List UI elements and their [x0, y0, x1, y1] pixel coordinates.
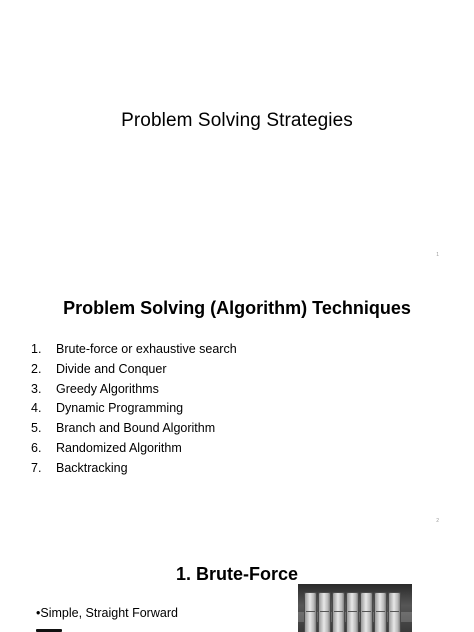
list-item-text: Dynamic Programming [56, 401, 184, 416]
bullet-item: •Simple, Straight Forward [36, 606, 178, 620]
list-item-number: 4. [31, 401, 42, 416]
list-item [31, 399, 237, 419]
list-item [31, 340, 237, 360]
list-item [31, 439, 237, 459]
list-item-text: Randomized Algorithm [56, 440, 182, 455]
list-item [31, 419, 237, 439]
list-item-number: 3. [31, 381, 42, 396]
slide-3 [0, 532, 474, 632]
slide-1 [0, 0, 474, 266]
list-item-number: 1. [31, 342, 42, 356]
combination-lock-image [298, 584, 412, 632]
list-item [31, 360, 237, 380]
list-item-number: 5. [31, 421, 42, 436]
slide-title: 1. Brute-Force [175, 564, 299, 584]
list-item-text: Branch and Bound Algorithm [56, 421, 216, 436]
slide-title: Problem Solving Strategies [121, 110, 353, 131]
list-item-number: 6. [31, 440, 42, 455]
list-item [31, 380, 237, 400]
slide-2 [0, 266, 474, 532]
technique-list [31, 340, 237, 479]
slide-number: 2 [436, 518, 439, 524]
clipped-text-fragment [36, 627, 66, 632]
slide-title: Problem Solving (Algorithm) Techniques [63, 298, 411, 318]
list-item-text: Brute-force or exhaustive search [56, 342, 237, 356]
list-item-number: 7. [31, 460, 42, 475]
list-item-number: 2. [31, 361, 42, 376]
list-item-text: Greedy Algorithms [56, 381, 159, 396]
list-item-text: Backtracking [56, 460, 128, 475]
list-item [31, 459, 237, 479]
bullet-text: Simple, Straight Forward [40, 606, 178, 620]
slide-number: 1 [436, 252, 439, 258]
list-item-text: Divide and Conquer [56, 361, 167, 376]
